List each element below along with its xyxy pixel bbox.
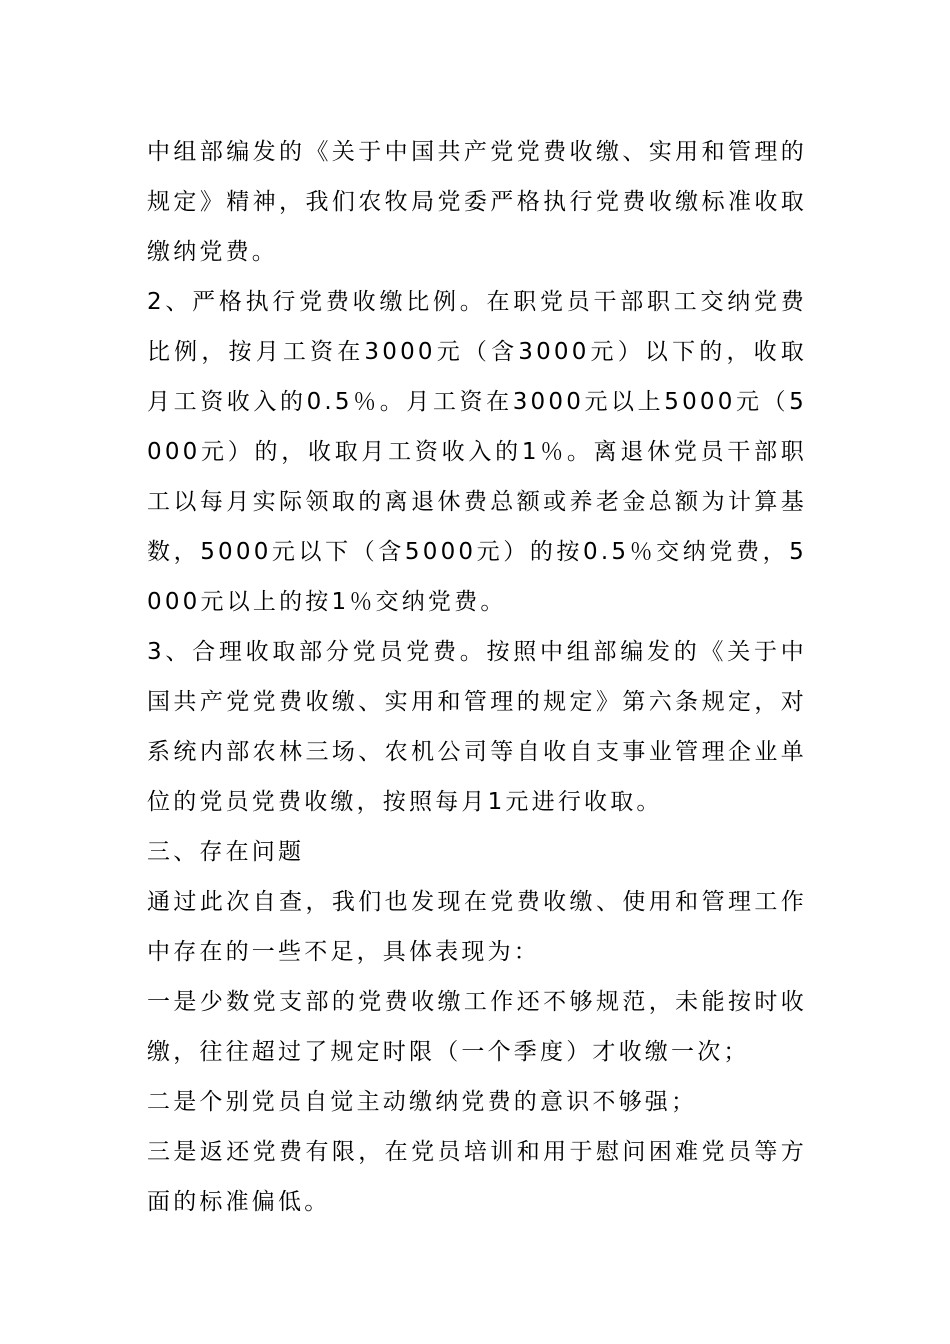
paragraph-problem-2: 二是个别党员自觉主动缴纳党费的意识不够强； [147, 1089, 698, 1115]
paragraph-problem-3: 三是返还党费有限，在党员培训和用于慰问困难党员等方面的标准偏低。 [147, 1139, 807, 1215]
paragraph-intro-continuation: 中组部编发的《关于中国共产党党费收缴、实用和管理的规定》精神，我们农牧局党委严格执行党费收缴标准收取缴纳党费。 [147, 139, 807, 265]
paragraph-problem-1: 一是少数党支部的党费收缴工作还不够规范，未能按时收缴，往往超过了规定时限（一个季度）才收缴一次； [147, 989, 807, 1065]
paragraph-item-2-fee-ratio: 2、严格执行党费收缴比例。在职党员干部职工交纳党费比例，按月工资在3000元（含3000元）以下的，收取月工资收入的0.5％。月工资在3000元以上5000元（5000元）的，收取月工资收入的1％。离退休党员干部职工以每月实际领取的离退休费总额或养老金总额为计算基数，5000元以下（含5000元）的按0.5％交纳党费，5000元以上的按1％交纳党费。 [147, 289, 807, 615]
section-heading-problems: 三、存在问题 [147, 839, 305, 865]
document-body [147, 127, 807, 1227]
paragraph-item-3-partial-fees: 3、合理收取部分党员党费。按照中组部编发的《关于中国共产党党费收缴、实用和管理的规定》第六条规定，对系统内部农林三场、农机公司等自收自支事业管理企业单位的党员党费收缴，按照每月1元进行收取。 [147, 639, 807, 815]
paragraph-self-check-intro: 通过此次自查，我们也发现在党费收缴、使用和管理工作中存在的一些不足，具体表现为： [147, 889, 807, 965]
